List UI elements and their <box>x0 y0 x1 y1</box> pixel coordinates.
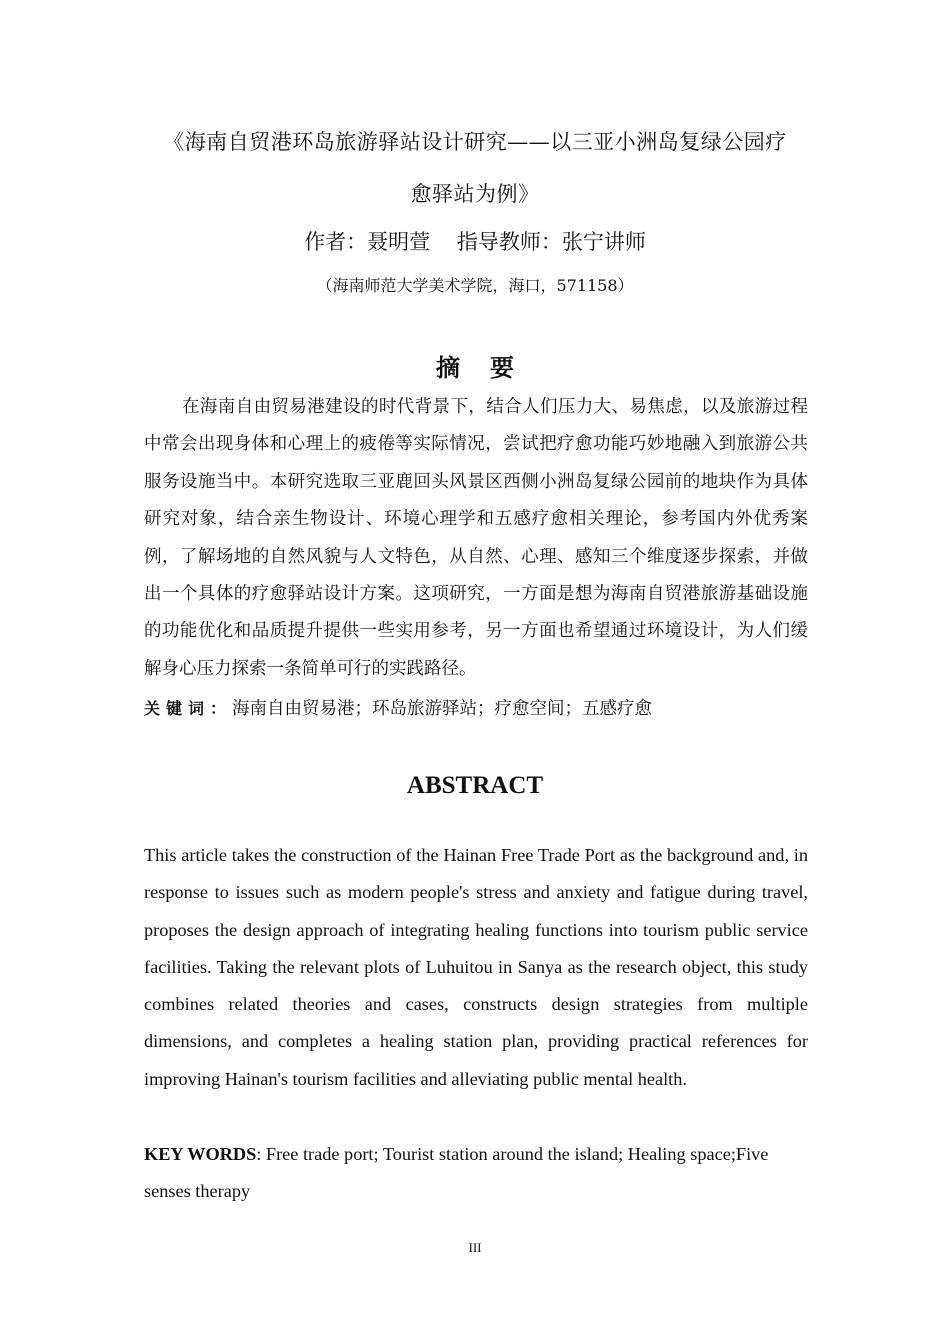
en-abstract-heading: ABSTRACT <box>406 772 544 799</box>
page-number: III <box>468 1240 482 1255</box>
en-keywords-text: : Free trade port; Tourist station around the island; Healing space;Five senses therapy <box>144 1144 769 1202</box>
zh-abstract-heading: 摘要 <box>436 354 544 382</box>
zh-keywords <box>144 695 808 720</box>
affiliation: （海南师范大学美术学院，海口，571158） <box>316 276 634 295</box>
zh-abstract-body: 在海南自由贸易港建设的时代背景下，结合人们压力大、易焦虑，以及旅游过程中常会出现身体和心理上的疲倦等实际情况，尝试把疗愈功能巧妙地融入到旅游公共服务设施当中。本研究选取三亚鹿回头风景区西侧小洲岛复绿公园前的地块作为具体研究对象，结合亲生物设计、环境心理学和五感疗愈相关理论，参考国内外优秀案例，了解场地的自然风貌与人文特色，从自然、心理、感知三个维度逐步探索，并做出一个具体的疗愈驿站设计方案。这项研究，一方面是想为海南自贸港旅游基础设施的功能优化和品质提升提供一些实用参考，另一方面也希望通过环境设计，为人们缓解身心压力探索一条简单可行的实践路径。 <box>144 397 808 679</box>
en-keywords <box>144 1136 808 1211</box>
author-line: 作者：聂明萱 指导教师：张宁讲师 <box>304 230 646 254</box>
en-abstract-body: This article takes the construction of the Hainan Free Trade Port as the background and, in response to issues such as modern people's stress and anxiety and fatigue during travel, proposes the design approach of integrating healing functions into tourism public service facilities. Taking the relevant plots of Luhuitou in Sanya as the research object, this study combines related theories and cases, constructs design strategies from multiple dimensions, and completes a healing station plan, providing practical references for improving Hainan's tourism facilities and alleviating public mental health. <box>144 845 808 1089</box>
thesis-title-line1: 《海南自贸港环岛旅游驿站设计研究——以三亚小洲岛复绿公园疗 <box>163 130 787 154</box>
en-keywords-label: KEY WORDS <box>144 1144 257 1164</box>
zh-keywords-label: 关键词： <box>144 699 233 718</box>
zh-keywords-text: 海南自由贸易港；环岛旅游驿站；疗愈空间；五感疗愈 <box>232 699 653 719</box>
thesis-title-line2: 愈驿站为例》 <box>410 182 540 206</box>
